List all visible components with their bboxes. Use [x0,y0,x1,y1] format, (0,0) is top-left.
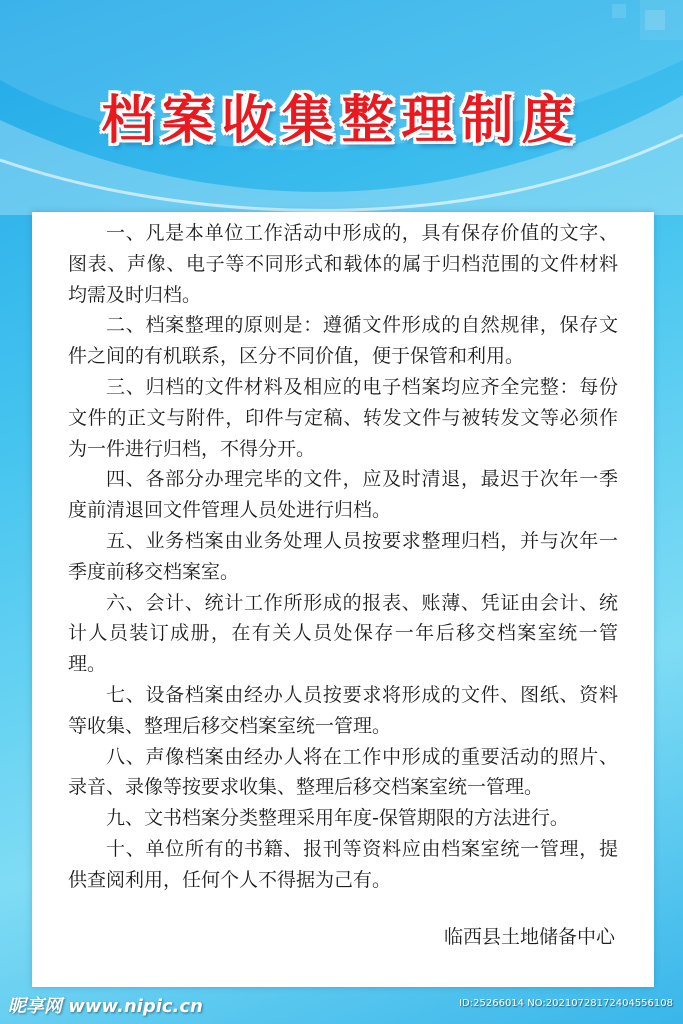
watermark-logo: 昵享网 www.nipic.cn [8,996,203,1017]
rule-item: 十、单位所有的书籍、报刊等资料应由档案室统一管理，提供查阅利用，任何个人不得据为己有。 [68,837,618,891]
rule-item: 六、会计、统计工作所形成的报表、账薄、凭证由会计、统计人员装订成册，在有关人员处保存一年后移交档案室统一管理。 [68,591,618,676]
rule-item: 七、设备档案由经办人员按要求将形成的文件、图纸、资料等收集、整理后移交档案室统一管理。 [68,683,618,737]
rule-item: 九、文书档案分类整理采用年度-保管期限的方法进行。 [106,807,569,830]
rule-item: 一、凡是本单位工作活动中形成的，具有保存价值的文字、图表、声像、电子等不同形式和载体的属于归档范围的文件材料均需及时归档。 [68,222,618,306]
watermark-id: ID:25266014 NO:20210728172404556108 [459,998,673,1009]
rule-item: 三、归档的文件材料及相应的电子档案均应齐全完整：每份文件的正文与附件，印件与定稿、转发文件与被转发文等必须作为一件进行归档，不得分开。 [68,375,618,460]
organization-signature: 临西县土地储备中心 [443,926,615,948]
rule-item: 二、档案整理的原则是：遵循文件形成的自然规律，保存文件之间的有机联系，区分不同价值，便于保管和利用。 [68,314,618,368]
page-title: 档案收集整理制度 [101,90,582,151]
rules-list [68,218,618,896]
rule-item: 五、业务档案由业务处理人员按要求整理归档，并与次年一季度前移交档案室。 [68,529,618,583]
rule-item: 八、声像档案由经办人将在工作中形成的重要活动的照片、录音、录像等按要求收集、整理后移交档案室统一管理。 [68,745,618,799]
rule-item: 四、各部分办理完毕的文件，应及时清退，最迟于次年一季度前清退回文件管理人员处进行归档。 [68,468,618,522]
